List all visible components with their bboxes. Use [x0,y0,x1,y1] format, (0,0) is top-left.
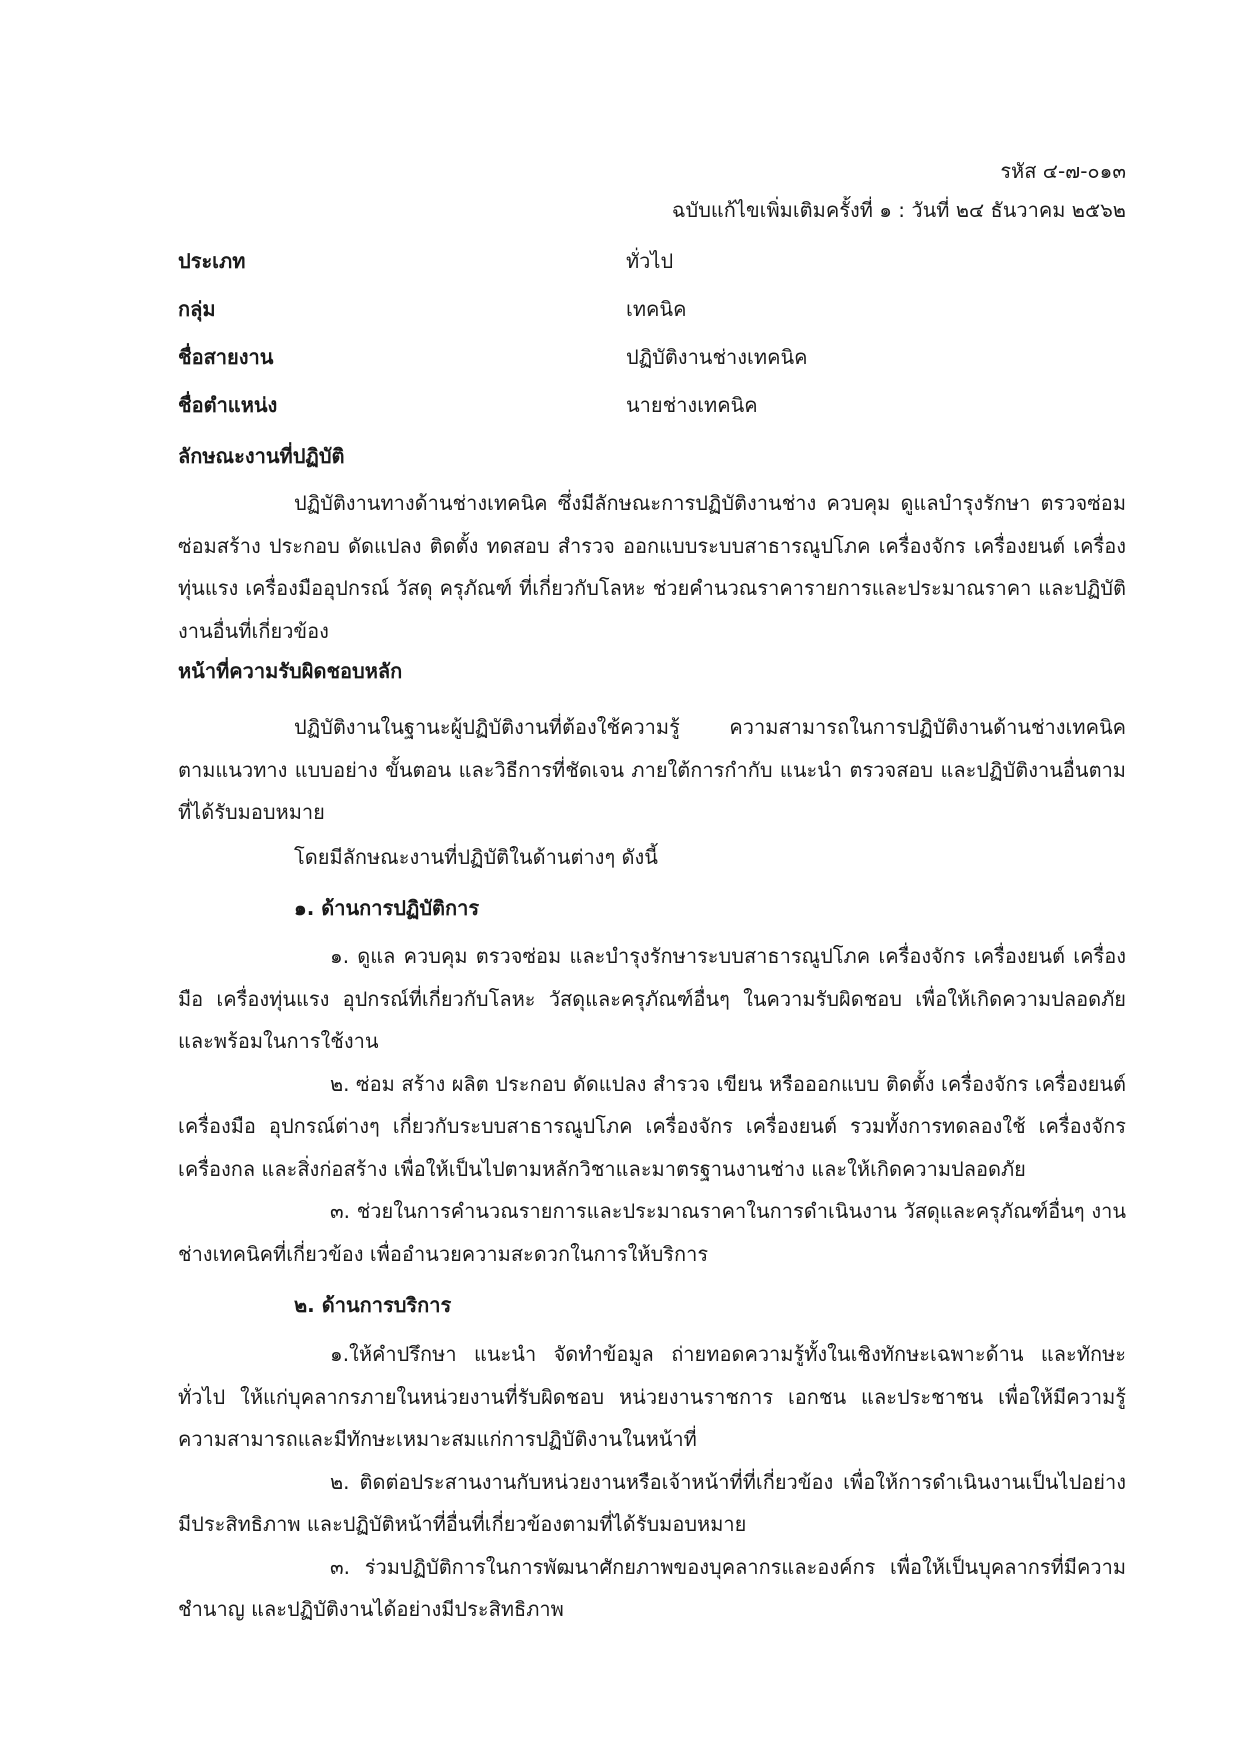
duties-intro-paragraph [178,706,1126,834]
field-value-type: ทั่วไป [626,249,674,273]
field-label-group: กลุ่ม [178,297,216,321]
duties-heading: หน้าที่ความรับผิดชอบหลัก [178,659,403,683]
section-services-items [178,1333,1126,1631]
field-label-type: ประเภท [178,249,246,273]
field-label-line-of-work: ชื่อสายงาน [178,345,274,369]
document-code: รหัส ๔-๗-๐๑๓ [1000,159,1126,183]
field-value-position: นายช่างเทคนิค [626,393,758,417]
section-operations-items [178,935,1126,1275]
field-value-line-of-work: ปฏิบัติงานช่างเทคนิค [626,345,808,369]
list-item: ๑.ให้คำปรึกษา แนะนำ จัดทำข้อมูล ถ่ายทอดความรู้ทั้งในเชิงทักษะเฉพาะด้าน และทักษะทั่วไป ให้แก่บุคลากรภายในหน่วยงานที่รับผิดชอบ หน่วยงานราชการ เอกชน และประชาชน เพื่อให้มีความรู้ ความสามารถและมีทักษะเหมาะสมแก่การปฏิบัติงานในหน้าที่ [178,1342,1126,1451]
nature-heading: ลักษณะงานที่ปฏิบัติ [178,444,345,468]
list-item: ๒. ติดต่อประสานงานกับหน่วยงานหรือเจ้าหน้าที่ที่เกี่ยวข้อง เพื่อให้การดำเนินงานเป็นไปอย่างมีประสิทธิภาพ และปฏิบัติหน้าที่อื่นที่เกี่ยวข้องตามที่ได้รับมอบหมาย [178,1469,1126,1536]
duties-intro-text: ปฏิบัติงานในฐานะผู้ปฏิบัติงานที่ต้องใช้ความรู้ ความสามารถในการปฏิบัติงานด้านช่างเทคนิค ตามแนวทาง แบบอย่าง ขั้นตอน และวิธีการที่ชัดเจน ภายใต้การกำกับ แนะนำ ตรวจสอบ และปฏิบัติงานอื่นตามที่ได้รับมอบหมาย [178,715,1126,824]
list-item: ๓. ช่วยในการคำนวณรายการและประมาณราคาในการดำเนินงาน วัสดุและครุภัณฑ์อื่นๆ งานช่างเทคนิคที่เกี่ยวข้อง เพื่ออำนวยความสะดวกในการให้บริการ [178,1199,1126,1266]
list-item: ๑. ดูแล ควบคุม ตรวจซ่อม และบำรุงรักษาระบบสาธารณูปโภค เครื่องจักร เครื่องยนต์ เครื่องมือ เครื่องทุ่นแรง อุปกรณ์ที่เกี่ยวกับโลหะ วัสดุและครุภัณฑ์อื่นๆ ในความรับผิดชอบ เพื่อให้เกิดความปลอดภัยและพร้อมในการใช้งาน [178,944,1126,1053]
section-title-operations: ๑. ด้านการปฏิบัติการ [294,896,480,920]
nature-text: ปฏิบัติงานทางด้านช่างเทคนิค ซึ่งมีลักษณะการปฏิบัติงานช่าง ควบคุม ดูแลบำรุงรักษา ตรวจซ่อม ซ่อมสร้าง ประกอบ ดัดแปลง ติดตั้ง ทดสอบ สำรวจ ออกแบบระบบสาธารณูปโภค เครื่องจักร เครื่องยนต์ เครื่องทุ่นแรง เครื่องมืออุปกรณ์ วัสดุ ครุภัณฑ์ ที่เกี่ยวกับโลหะ ช่วยคำนวณราคารายการและประมาณราคา และปฏิบัติงานอื่นที่เกี่ยวข้อง [178,491,1126,643]
list-item: ๒. ซ่อม สร้าง ผลิต ประกอบ ดัดแปลง สำรวจ เขียน หรือออกแบบ ติดตั้ง เครื่องจักร เครื่องยนต์ เครื่องมือ อุปกรณ์ต่างๆ เกี่ยวกับระบบสาธารณูปโภค เครื่องจักร เครื่องยนต์ รวมทั้งการทดลองใช้ เครื่องจักร เครื่องกล และสิ่งก่อสร้าง เพื่อให้เป็นไปตามหลักวิชาและมาตรฐานงานช่าง และให้เกิดความปลอดภัย [178,1071,1126,1181]
section-title-services: ๒. ด้านการบริการ [294,1293,452,1317]
field-label-position: ชื่อตำแหน่ง [178,393,278,417]
revision-line: ฉบับแก้ไขเพิ่มเติมครั้งที่ ๑ : วันที่ ๒๔ ธันวาคม ๒๕๖๒ [671,198,1126,222]
field-value-group: เทคนิค [626,297,687,321]
duties-lead: โดยมีลักษณะงานที่ปฏิบัติในด้านต่างๆ ดังนี้ [294,845,658,869]
nature-paragraph [178,482,1126,652]
list-item: ๓. ร่วมปฏิบัติการในการพัฒนาศักยภาพของบุคลากรและองค์กร เพื่อให้เป็นบุคลากรที่มีความชำนาญ และปฏิบัติงานได้อย่างมีประสิทธิภาพ [178,1554,1126,1621]
